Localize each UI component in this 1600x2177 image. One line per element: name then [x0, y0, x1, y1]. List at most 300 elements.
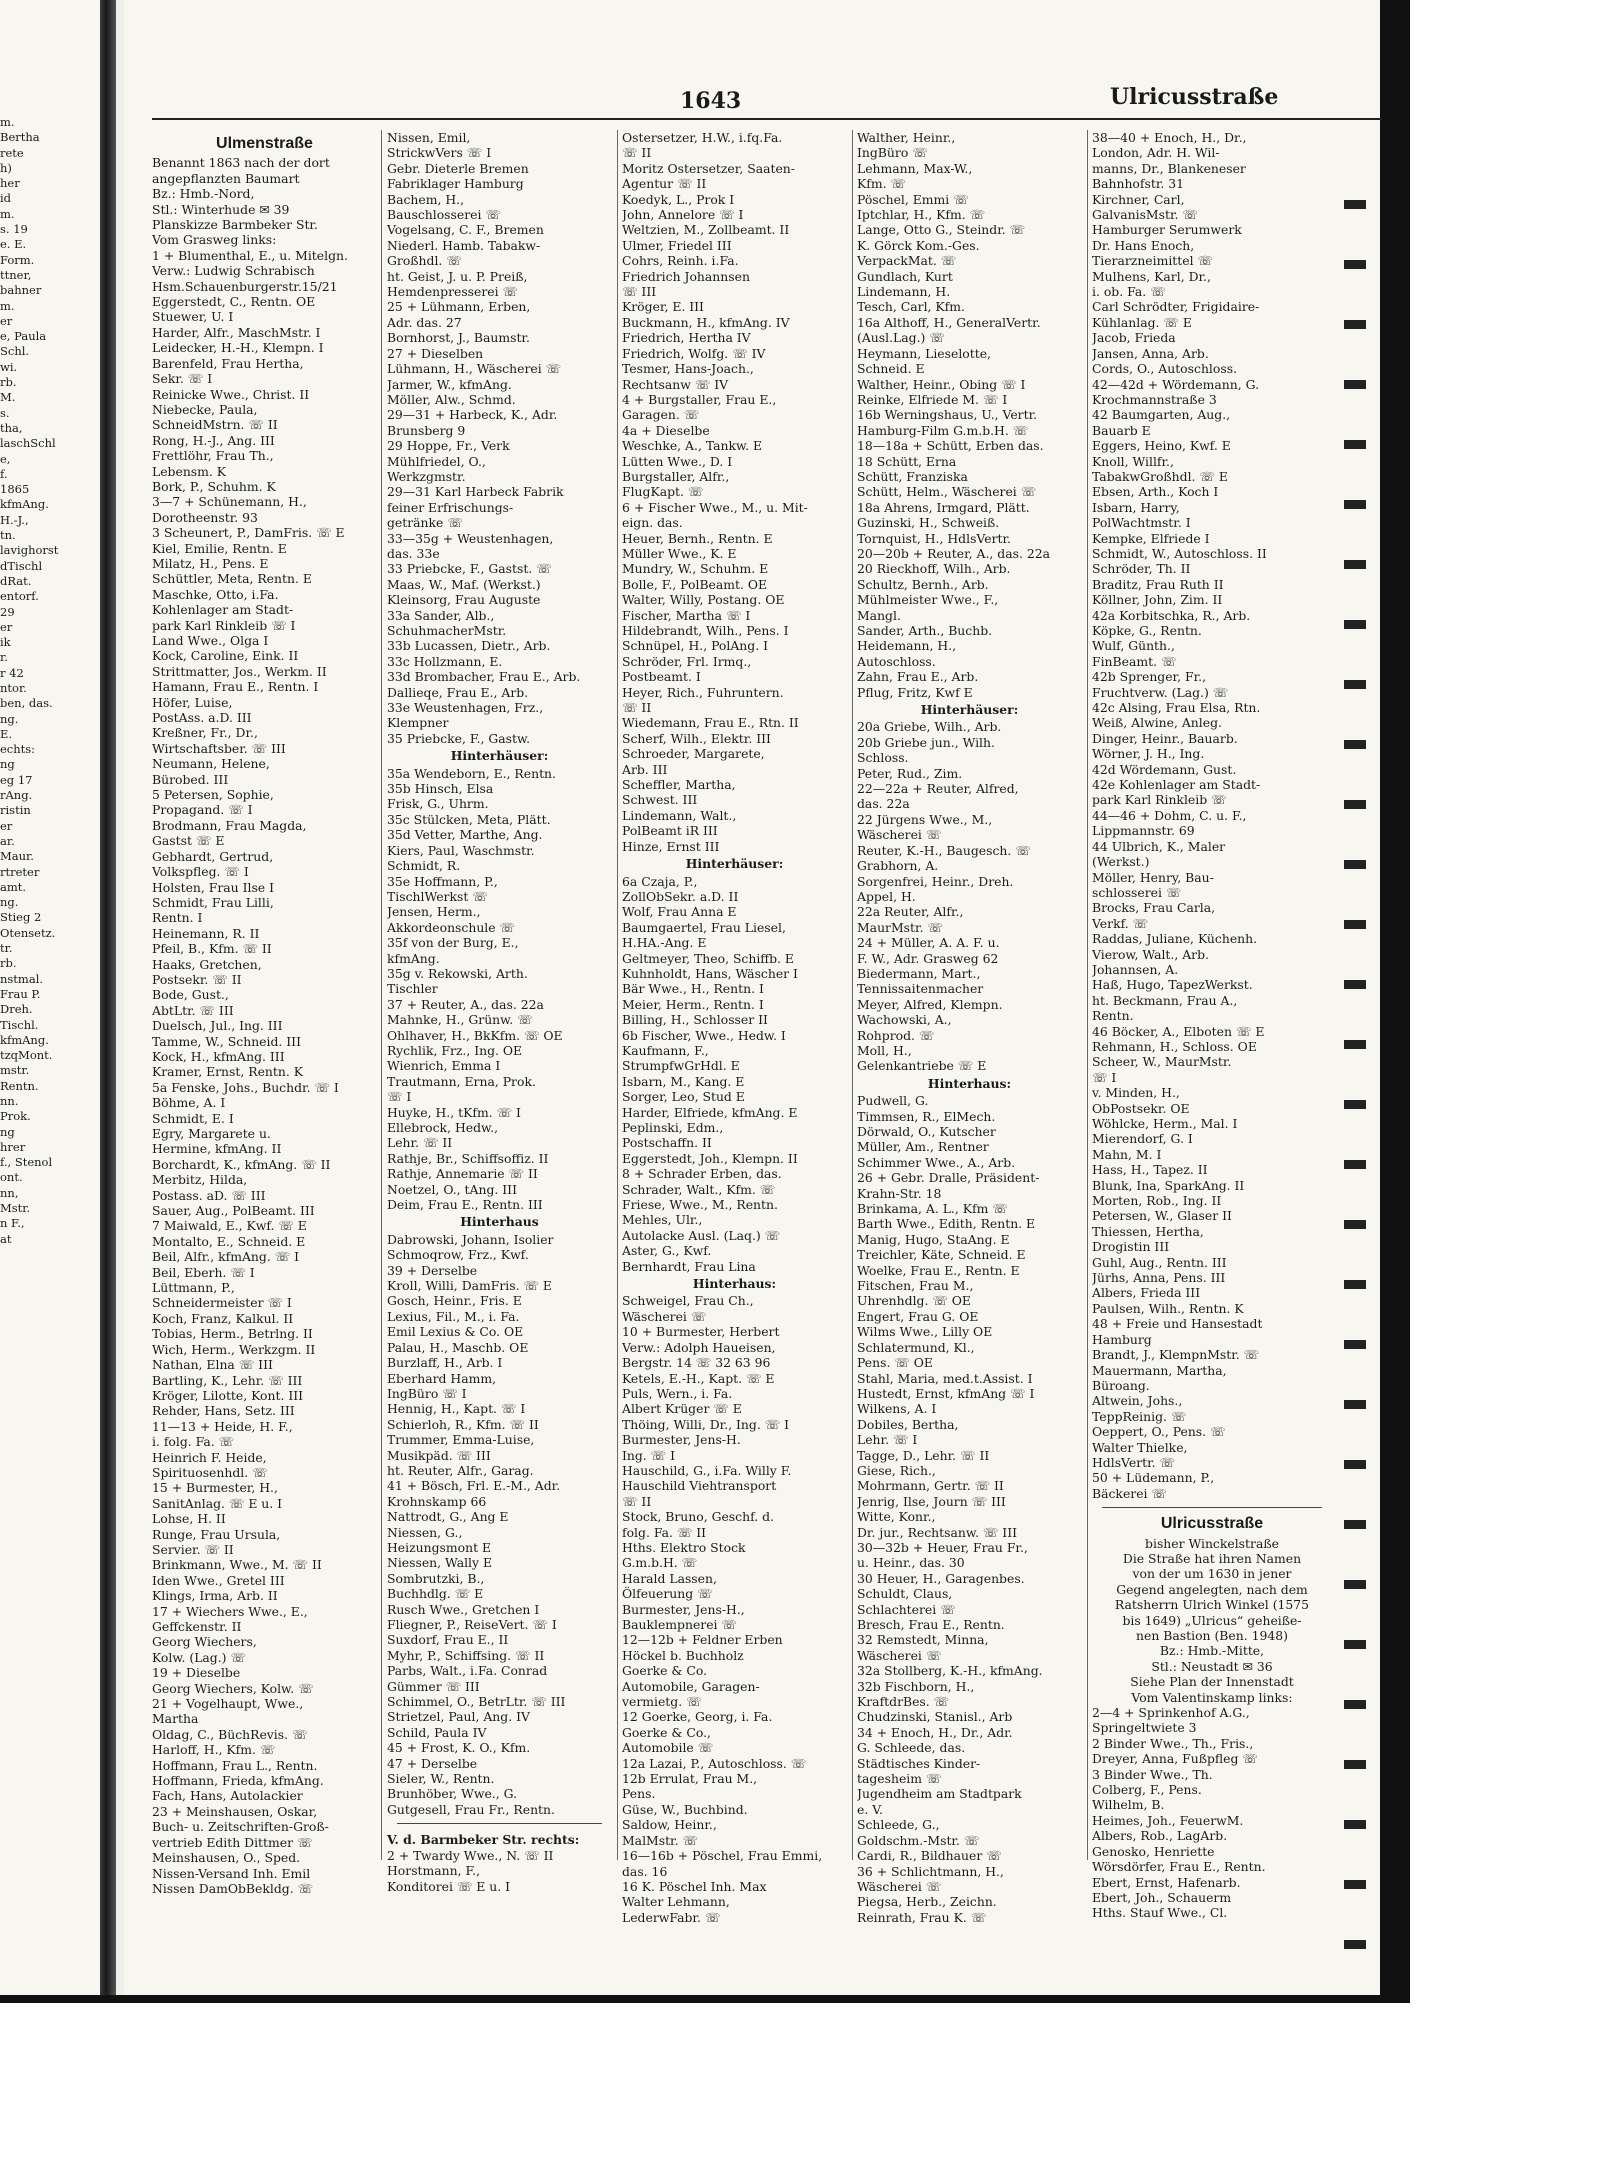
- directory-entry: Heizungsmont E: [387, 1539, 492, 1555]
- directory-entry: Pens. ☏ OE: [857, 1355, 933, 1371]
- directory-entry: Strittmatter, Jos., Werkm. II: [152, 663, 327, 679]
- directory-entry: 42c Alsing, Frau Elsa, Rtn.: [1092, 700, 1261, 716]
- directory-entry: Lange, Otto G., Steindr. ☏: [857, 222, 1026, 238]
- directory-entry: 2 + Twardy Wwe., N. ☏ II: [387, 1847, 554, 1863]
- directory-entry: TabakwGroßhdl. ☏ E: [1092, 468, 1228, 484]
- directory-entry: 3 Binder Wwe., Th.: [1092, 1766, 1213, 1782]
- facing-page-fragment: Frau P.: [0, 986, 41, 1001]
- directory-entry: Tierarzneimittel ☏: [1092, 253, 1213, 269]
- facing-page-fragment: er: [0, 313, 13, 328]
- edge-mark: [1344, 1460, 1366, 1469]
- directory-entry: Städtisches Kinder-: [857, 1755, 981, 1771]
- facing-page-fragment: ristin: [0, 803, 31, 818]
- directory-entry: Vom Grasweg links:: [152, 232, 277, 248]
- facing-page-fragment: h): [0, 160, 12, 175]
- facing-page-fragment: ntor.: [0, 680, 27, 695]
- directory-entry: Sander, Arth., Buchb.: [857, 623, 993, 638]
- facing-page-fragment: rb.: [0, 956, 17, 971]
- directory-entry: Schröder, Frl. Irmq.,: [622, 653, 752, 669]
- directory-entry: Ohlhaver, H., BkKfm. ☏ OE: [387, 1027, 563, 1043]
- directory-entry: Wich, Herm., Werkzgm. II: [152, 1341, 316, 1357]
- directory-entry: Nissen-Versand Inh. Emil: [152, 1865, 311, 1881]
- directory-entry: Friese, Wwe., M., Rentn.: [622, 1197, 778, 1213]
- directory-entry: Giese, Rich.,: [857, 1462, 936, 1478]
- directory-entry: ObPostsekr. OE: [1092, 1100, 1190, 1116]
- directory-entry: Thöing, Willi, Dr., Ing. ☏ I: [622, 1416, 790, 1432]
- edge-mark: [1344, 680, 1366, 689]
- directory-entry: Beil, Eberh. ☏ I: [152, 1264, 255, 1280]
- directory-entry: 42a Korbitschka, R., Arb.: [1092, 607, 1251, 623]
- directory-entry: Lippmannstr. 69: [1092, 823, 1195, 839]
- directory-entry: Lexius, Fil., M., i. Fa.: [387, 1308, 520, 1324]
- directory-entry: Georg Wiechers,: [152, 1634, 257, 1650]
- directory-entry: Lehmann, Max-W.,: [857, 160, 973, 176]
- directory-entry: 23 + Meinshausen, Oskar,: [152, 1803, 318, 1819]
- directory-entry: Dabrowski, Johann, Isolier: [387, 1231, 554, 1247]
- directory-entry: Arb. III: [622, 761, 668, 777]
- directory-entry: Rong, H.-J., Ang. III: [152, 432, 275, 448]
- directory-entry: Duelsch, Jul., Ing. III: [152, 1018, 283, 1034]
- directory-entry: Altwein, Johs.,: [1092, 1393, 1183, 1409]
- directory-entry: Rechtsanw ☏ IV: [622, 376, 729, 392]
- directory-entry: Cords, O., Autoschloss.: [1092, 361, 1238, 377]
- directory-entry: Haaks, Gretchen,: [152, 956, 262, 972]
- directory-entry: Ketels, E.-H., Kapt. ☏ E: [622, 1370, 775, 1386]
- directory-entry: eign. das.: [622, 515, 683, 531]
- directory-entry: Friedrich Johannsen: [622, 268, 750, 284]
- directory-entry: Kohlenlager am Stadt-: [152, 602, 294, 618]
- scan-bottom-border: [0, 1995, 1410, 2003]
- directory-entry: Mühlfriedel, O.,: [387, 453, 486, 469]
- directory-entry: Huyke, H., tKfm. ☏ I: [387, 1104, 521, 1120]
- edge-mark: [1344, 200, 1366, 209]
- directory-entry: 48 + Freie und Hansestadt: [1092, 1316, 1263, 1332]
- edge-mark: [1344, 1700, 1366, 1709]
- directory-entry: Rusch Wwe., Gretchen I: [387, 1601, 540, 1617]
- directory-entry: Buckmann, H., kfmAng. IV: [622, 314, 790, 330]
- directory-entry: IngBüro ☏ I: [387, 1385, 467, 1401]
- facing-page-fragment: Rentn.: [0, 1078, 39, 1093]
- directory-entry: Böhme, A. I: [152, 1095, 226, 1111]
- header-rule: [152, 118, 1382, 120]
- directory-entry: ☏ II: [622, 1493, 652, 1509]
- directory-entry: Benannt 1863 nach der dort: [152, 155, 330, 171]
- directory-entry: 5a Fenske, Johs., Buchdr. ☏ I: [152, 1079, 339, 1095]
- directory-entry: Bz.: Hmb.-Nord,: [152, 186, 255, 202]
- directory-entry: Bürobed. III: [152, 771, 229, 787]
- section-divider: [1102, 1507, 1322, 1508]
- directory-entry: Gümmer ☏ III: [387, 1678, 480, 1694]
- facing-page-fragment: ng: [0, 757, 15, 772]
- directory-entry: Hildebrandt, Wilh., Pens. I: [622, 623, 789, 638]
- street-intro-line: Ratsherrn Ulrich Winkel (1575: [1114, 1597, 1310, 1613]
- directory-entry: ht. Geist, J. u. P. Preiß,: [387, 268, 528, 284]
- directory-entry: Pfeil, B., Kfm. ☏ II: [152, 941, 272, 957]
- directory-entry: Burmester, Jens-H.: [622, 1432, 741, 1448]
- directory-entry: Guhl, Aug., Rentn. III: [1092, 1254, 1227, 1270]
- directory-entry: v. Minden, H.,: [1092, 1085, 1180, 1101]
- directory-entry: Schnüpel, H., PolAng. I: [622, 638, 768, 654]
- directory-entry: Musikpäd. ☏ III: [387, 1447, 491, 1463]
- directory-entry: Hass, H., Tapez. II: [1092, 1162, 1208, 1178]
- edge-mark: [1344, 1340, 1366, 1349]
- directory-entry: Eberhard Hamm,: [387, 1370, 497, 1386]
- directory-entry: Postsekr. ☏ II: [152, 971, 242, 987]
- directory-entry: 16—16b + Pöschel, Frau Emmi,: [622, 1848, 823, 1864]
- directory-entry: Reuter, K.-H., Baugesch. ☏: [857, 842, 1031, 858]
- directory-entry: Reinicke Wwe., Christ. II: [152, 386, 310, 402]
- directory-entry: Runge, Frau Ursula,: [152, 1526, 281, 1542]
- directory-entry: 27 + Dieselben: [387, 345, 484, 361]
- directory-entry: Dörwald, O., Kutscher: [857, 1124, 996, 1139]
- directory-entry: Autoschloss.: [857, 653, 936, 669]
- facing-page-fragment: entorf.: [0, 589, 39, 604]
- street-intro-line: bis 1649) „Ulricus“ geheiße-: [1122, 1612, 1302, 1628]
- directory-entry: Bartling, K., Lehr. ☏ III: [152, 1372, 303, 1388]
- directory-entry: Lebensm. K: [152, 463, 227, 479]
- directory-entry: 16a Althoff, H., GeneralVertr.: [857, 314, 1041, 330]
- column-5: [1092, 130, 1332, 1921]
- directory-entry: Weschke, A., Tankw. E: [622, 438, 763, 454]
- page-number: 1643: [680, 88, 742, 114]
- directory-entry: Müller Wwe., K. E: [622, 545, 737, 561]
- directory-entry: Morten, Rob., Ing. II: [1092, 1193, 1222, 1209]
- facing-page-fragment: ng.: [0, 895, 19, 910]
- directory-entry: 32a Stollberg, K.-H., kfmAng.: [857, 1663, 1043, 1679]
- directory-entry: Tennissaitenmacher: [857, 981, 984, 997]
- directory-entry: Sorger, Leo, Stud E: [622, 1089, 745, 1105]
- directory-entry: Kuhnholdt, Hans, Wäscher I: [622, 965, 798, 981]
- directory-entry: (Ausl.Lag.) ☏: [857, 330, 945, 346]
- directory-entry: Tesmer, Hans-Joach.,: [622, 361, 754, 377]
- directory-entry: Mahn, M. I: [1092, 1146, 1162, 1162]
- directory-entry: 18 Schütt, Erna: [857, 453, 957, 469]
- facing-page-fragment: f., Stenol: [0, 1155, 53, 1170]
- directory-entry: 3—7 + Schünemann, H.,: [152, 494, 307, 510]
- directory-entry: Palau, H., Maschb. OE: [387, 1339, 529, 1355]
- edge-mark: [1344, 1580, 1366, 1589]
- street-intro-line: bisher Winckelstraße: [1145, 1535, 1279, 1551]
- directory-entry: Rathje, Annemarie ☏ II: [387, 1166, 538, 1182]
- directory-entry: 42e Kohlenlager am Stadt-: [1092, 777, 1261, 793]
- directory-entry: Ostersetzer, H.W., i.fq.Fa.: [622, 130, 783, 145]
- directory-entry: Walter Thielke,: [1092, 1439, 1188, 1455]
- directory-entry: Hamburger Serumwerk: [1092, 222, 1242, 238]
- directory-entry: HdlsVertr. ☏: [1092, 1454, 1176, 1470]
- directory-entry: 35c Stülcken, Meta, Plätt.: [387, 811, 551, 827]
- directory-entry: Blunk, Ina, SparkAng. II: [1092, 1177, 1245, 1193]
- directory-entry: Brandt, J., KlempnMstr. ☏: [1092, 1347, 1260, 1363]
- facing-page-fragment: Otensetz.: [0, 925, 56, 940]
- directory-entry: Fitschen, Frau M.,: [857, 1278, 974, 1294]
- directory-entry: Kröger, E. III: [622, 299, 704, 315]
- directory-entry: Gelenkantriebe ☏ E: [857, 1058, 987, 1074]
- directory-entry: Eggerstedt, C., Rentn. OE: [152, 294, 316, 310]
- section-divider: [397, 1823, 602, 1824]
- directory-entry: Schloss.: [857, 750, 909, 766]
- directory-entry: Meinshausen, O., Sped.: [152, 1850, 301, 1866]
- directory-entry: KraftdrBes. ☏: [857, 1694, 950, 1710]
- directory-entry: Hermine, kfmAng. II: [152, 1141, 282, 1157]
- facing-page-fragment: lavighorst: [0, 543, 59, 558]
- directory-entry: Walther, Heinr., Obing ☏ I: [857, 376, 1026, 392]
- directory-entry: Beil, Alfr., kfmAng. ☏ I: [152, 1249, 300, 1265]
- directory-entry: ☏ II: [622, 700, 652, 716]
- directory-entry: Billing, H., Schlosser II: [622, 1012, 768, 1028]
- directory-entry: Bauklempnerei ☏: [622, 1617, 737, 1632]
- directory-entry: Lühmann, H., Wäscherei ☏: [387, 361, 562, 377]
- directory-entry: MalMstr. ☏: [622, 1832, 698, 1848]
- directory-entry: AbtLtr. ☏ III: [152, 1002, 234, 1018]
- edge-mark: [1344, 560, 1366, 569]
- street-intro-line: Gegend angelegten, nach dem: [1116, 1581, 1308, 1597]
- directory-entry: 5 Petersen, Sophie,: [152, 787, 274, 803]
- directory-entry: Stl.: Winterhude ✉ 39: [152, 201, 290, 217]
- directory-entry: Niebecke, Paula,: [152, 401, 258, 417]
- facing-page-fragment: er: [0, 619, 13, 634]
- directory-entry: Pudwell, G.: [857, 1093, 929, 1109]
- directory-entry: Albers, Frieda III: [1092, 1285, 1201, 1301]
- directory-entry: F. W., Adr. Grasweg 62: [857, 950, 999, 966]
- directory-entry: Myhr, P., Schiffsing. ☏ II: [387, 1647, 545, 1663]
- directory-entry: StrickwVers ☏ I: [387, 145, 492, 161]
- directory-entry: Uhrenhdlg. ☏ OE: [857, 1293, 971, 1309]
- directory-entry: Kirchner, Carl,: [1092, 191, 1185, 207]
- directory-entry: Bresch, Frau E., Rentn.: [857, 1617, 1005, 1632]
- edge-mark: [1344, 860, 1366, 869]
- directory-entry: 33e Weustenhagen, Frz.,: [387, 700, 544, 716]
- directory-entry: Schuldt, Claus,: [857, 1586, 953, 1602]
- facing-page-fragment: tn.: [0, 528, 16, 543]
- directory-entry: Kreßner, Fr., Dr.,: [152, 725, 258, 741]
- directory-entry: Moritz Ostersetzer, Saaten-: [622, 160, 795, 176]
- facing-page-fragment: nn.: [0, 1094, 19, 1108]
- directory-entry: Bornhorst, J., Baumstr.: [387, 330, 530, 346]
- directory-entry: Nathan, Elna ☏ III: [152, 1357, 273, 1373]
- directory-entry: Hsm.Schauenburgerstr.15/21: [152, 278, 338, 294]
- directory-entry: Kaufmann, F.,: [622, 1042, 709, 1058]
- directory-entry: Harloff, H., Kfm. ☏: [152, 1742, 276, 1758]
- directory-entry: Brinkmann, Wwe., M. ☏ II: [152, 1557, 322, 1573]
- directory-entry: 7 Maiwald, E., Kwf. ☏ E: [152, 1218, 307, 1234]
- edge-mark: [1344, 500, 1366, 509]
- directory-entry: 36 + Schlichtmann, H.,: [857, 1863, 1004, 1879]
- directory-entry: Land Wwe., Olga I: [152, 633, 269, 648]
- directory-entry: 4 + Burgstaller, Frau E.,: [622, 391, 777, 407]
- directory-entry: Tagge, D., Lehr. ☏ II: [857, 1447, 990, 1463]
- directory-entry: Schüttler, Meta, Rentn. E: [152, 571, 312, 587]
- directory-entry: Hauschild Viehtransport: [622, 1478, 777, 1494]
- directory-entry: Büroang.: [1092, 1377, 1150, 1393]
- directory-entry: Autolacke Ausl. (Laq.) ☏: [622, 1227, 781, 1243]
- directory-entry: Rentn.: [1092, 1008, 1134, 1024]
- directory-entry: park Karl Rinkleib ☏ I: [152, 617, 296, 633]
- directory-entry: Drogistin III: [1092, 1239, 1170, 1255]
- directory-entry: das. 33e: [387, 545, 440, 561]
- directory-entry: 34 + Enoch, H., Dr., Adr.: [857, 1724, 1013, 1740]
- column-rule: [852, 130, 853, 1860]
- directory-entry: Schmoqrow, Frz., Kwf.: [387, 1247, 529, 1263]
- directory-entry: Piegsa, Herb., Zeichn.: [857, 1894, 997, 1910]
- facing-page-fragment: e,: [0, 451, 11, 466]
- directory-entry: Witte, Konr.,: [857, 1509, 936, 1525]
- directory-entry: Springeltwiete 3: [1092, 1720, 1197, 1736]
- facing-page-fragment: rtreter: [0, 864, 40, 879]
- directory-entry: Hamburg: [1092, 1331, 1152, 1347]
- directory-entry: Lehr. ☏ II: [387, 1135, 453, 1151]
- facing-page-fragment: nstmal.: [0, 971, 44, 986]
- directory-entry: Knoll, Willfr.,: [1092, 453, 1174, 469]
- directory-entry: 12—12b + Feldner Erben: [622, 1632, 783, 1648]
- directory-entry: Hauschild, G., i.Fa. Willy F.: [622, 1462, 792, 1478]
- directory-entry: 6 + Fischer Wwe., M., u. Mit-: [622, 499, 808, 515]
- directory-entry: Gebhardt, Gertrud,: [152, 848, 274, 864]
- directory-entry: Schroeder, Margarete,: [622, 746, 765, 762]
- directory-entry: Frettlöhr, Frau Th.,: [152, 448, 274, 464]
- directory-entry: Wöhlcke, Herm., Mal. I: [1092, 1116, 1238, 1131]
- directory-entry: Wachowski, A.,: [857, 1012, 952, 1028]
- directory-entry: feiner Erfrischungs-: [387, 499, 514, 515]
- directory-entry: Heyer, Rich., Fuhruntern.: [622, 684, 784, 700]
- directory-entry: Ebert, Ernst, Hafenarb.: [1092, 1874, 1241, 1890]
- section-heading: Hinterhäuser:: [685, 856, 784, 872]
- directory-entry: Montalto, E., Schneid. E: [152, 1233, 306, 1249]
- directory-entry: Horstmann, F.,: [387, 1863, 481, 1879]
- edge-mark: [1344, 440, 1366, 449]
- directory-entry: Tischler: [387, 981, 438, 997]
- directory-entry: Meyer, Alfred, Klempn.: [857, 996, 1003, 1012]
- facing-page-fragment: ont.: [0, 1170, 23, 1185]
- facing-page-fragment: mstr.: [0, 1063, 30, 1078]
- facing-page-fragment: tr.: [0, 941, 13, 956]
- directory-entry: Krochmannstraße 3: [1092, 391, 1217, 407]
- directory-entry: Bär Wwe., H., Rentn. I: [622, 981, 764, 997]
- directory-entry: Müller, Am., Rentner: [857, 1139, 989, 1155]
- directory-entry: Gosch, Heinr., Fris. E: [387, 1293, 522, 1309]
- facing-page-fragment: at: [0, 1231, 12, 1246]
- directory-entry: Walter, Willy, Postang. OE: [622, 592, 785, 608]
- directory-entry: Kroll, Willi, DamFris. ☏ E: [387, 1278, 552, 1294]
- directory-entry: Bahnhofstr. 31: [1092, 176, 1185, 192]
- directory-entry: Rohprod. ☏: [857, 1027, 935, 1043]
- directory-entry: Nissen, Emil,: [387, 130, 471, 145]
- directory-entry: 32 Remstedt, Minna,: [857, 1632, 989, 1648]
- directory-entry: Stuewer, U. I: [152, 309, 234, 325]
- directory-entry: Adr. das. 27: [387, 314, 462, 330]
- directory-entry: Mierendorf, G. I: [1092, 1131, 1193, 1147]
- directory-entry: Lindemann, H.: [857, 284, 951, 300]
- directory-entry: Goldschm.-Mstr. ☏: [857, 1832, 980, 1848]
- directory-entry: 30 Heuer, H., Garagenbes.: [857, 1570, 1025, 1586]
- facing-page-fragment: kfmAng.: [0, 497, 49, 512]
- directory-entry: Lohse, H. II: [152, 1511, 226, 1527]
- directory-entry: Rentn. I: [152, 910, 203, 926]
- directory-entry: Mundry, W., Schuhm. E: [622, 561, 769, 577]
- directory-entry: Geffckenstr. II: [152, 1619, 242, 1634]
- directory-entry: 42 Baumgarten, Aug.,: [1092, 407, 1231, 423]
- facing-page-fragment: 1865: [0, 482, 30, 497]
- facing-page-fragment: rb.: [0, 375, 17, 390]
- facing-page-fragment: 29: [0, 604, 15, 619]
- directory-entry: Wäscherei ☏: [857, 1647, 942, 1663]
- directory-entry: 29—31 + Harbeck, K., Adr.: [387, 407, 558, 423]
- facing-page-fragment: id: [0, 191, 12, 206]
- street-intro-line: Siehe Plan der Innenstadt: [1130, 1674, 1294, 1690]
- directory-entry: Carl Schrödter, Frigidaire-: [1092, 299, 1260, 315]
- directory-entry: Schierloh, R., Kfm. ☏ II: [387, 1416, 539, 1432]
- facing-page-fragment: n F.,: [0, 1216, 25, 1231]
- directory-entry: Mulhens, Karl, Dr.,: [1092, 268, 1211, 284]
- directory-entry: Schröder, Th. II: [1092, 561, 1191, 577]
- directory-entry: 33c Hollzmann, E.: [387, 653, 503, 669]
- directory-entry: Wilhelm, B.: [1092, 1797, 1165, 1813]
- directory-entry: Ebert, Joh., Schauerm: [1092, 1889, 1232, 1905]
- facing-page-fragment: dTischl: [0, 558, 43, 573]
- street-intro-line: Bz.: Hmb.-Mitte,: [1159, 1643, 1265, 1659]
- directory-entry: Ölfeuerung ☏: [622, 1586, 713, 1602]
- facing-page-fragment: Form.: [0, 252, 35, 267]
- facing-page-fragment: dRat.: [0, 573, 32, 588]
- directory-entry: Nattrodt, G., Ang E: [387, 1509, 509, 1525]
- directory-entry: 44 Ulbrich, K., Maler: [1092, 838, 1226, 854]
- facing-page-fragment: Bertha: [0, 130, 40, 145]
- gutter-margin: [116, 0, 124, 2000]
- directory-entry: ZollObSekr. a.D. II: [622, 888, 739, 904]
- facing-page-fragment: Prok.: [0, 1109, 31, 1124]
- section-heading: V. d. Barmbeker Str. rechts:: [387, 1832, 580, 1848]
- book-gutter: [100, 0, 116, 2000]
- directory-entry: Schweigel, Frau Ch.,: [622, 1293, 754, 1309]
- directory-entry: 33d Brombacher, Frau E., Arb.: [387, 669, 581, 685]
- directory-entry: Jacob, Frieda: [1092, 330, 1176, 346]
- directory-entry: Kock, H., kfmAng. III: [152, 1048, 285, 1064]
- directory-entry: Wilkens, A. I: [857, 1401, 937, 1417]
- directory-entry: Möller, Henry, Bau-: [1092, 869, 1214, 885]
- directory-entry: Köllner, John, Zim. II: [1092, 592, 1223, 608]
- directory-entry: Niessen, Wally E: [387, 1555, 492, 1571]
- directory-entry: u. Heinr., das. 30: [857, 1555, 965, 1571]
- directory-entry: 50 + Lüdemann, P.,: [1092, 1470, 1215, 1486]
- directory-entry: 1 + Blumenthal, E., u. Mitelgn.: [152, 247, 348, 263]
- directory-entry: Wörsdörfer, Frau E., Rentn.: [1092, 1859, 1266, 1875]
- directory-entry: vermietg. ☏: [622, 1694, 702, 1710]
- directory-entry: Hths. Stauf Wwe., Cl.: [1092, 1905, 1228, 1921]
- directory-entry: folg. Fa. ☏ II: [622, 1524, 707, 1540]
- facing-page-fragment: wi.: [0, 359, 18, 374]
- edge-mark: [1344, 1760, 1366, 1769]
- directory-entry: (Werkst.): [1092, 854, 1150, 870]
- facing-page-fragment: f.: [0, 466, 8, 481]
- facing-page-fragment: m.: [0, 298, 15, 313]
- directory-entry: TischlWerkst ☏: [387, 888, 488, 904]
- directory-entry: Wiedemann, Frau E., Rtn. II: [622, 715, 799, 731]
- directory-entry: 8 + Schrader Erben, das.: [622, 1166, 782, 1182]
- directory-entry: Kolw. (Lag.) ☏: [152, 1649, 246, 1665]
- directory-entry: Jenrig, Ilse, Journ ☏ III: [857, 1493, 1006, 1509]
- directory-entry: 35 Priebcke, F., Gastw.: [387, 730, 531, 746]
- directory-entry: Pens.: [622, 1786, 656, 1802]
- directory-entry: Verw.: Adolph Haueisen,: [622, 1339, 776, 1355]
- facing-page-fragment: H.-J.,: [0, 512, 29, 527]
- directory-entry: Heinemann, R. II: [152, 925, 260, 941]
- directory-entry: 12a Lazai, P., Autoschloss. ☏: [622, 1755, 807, 1771]
- directory-entry: Parbs, Walt., i.Fa. Conrad: [387, 1663, 548, 1679]
- directory-entry: Sekr. ☏ I: [152, 371, 213, 387]
- directory-entry: Heuer, Bernh., Rentn. E: [622, 530, 773, 546]
- directory-entry: Lütten Wwe., D. I: [622, 453, 733, 469]
- directory-entry: 33 Priebcke, F., Gastst. ☏: [387, 561, 552, 577]
- directory-entry: 45 + Frost, K. O., Kfm.: [387, 1740, 531, 1756]
